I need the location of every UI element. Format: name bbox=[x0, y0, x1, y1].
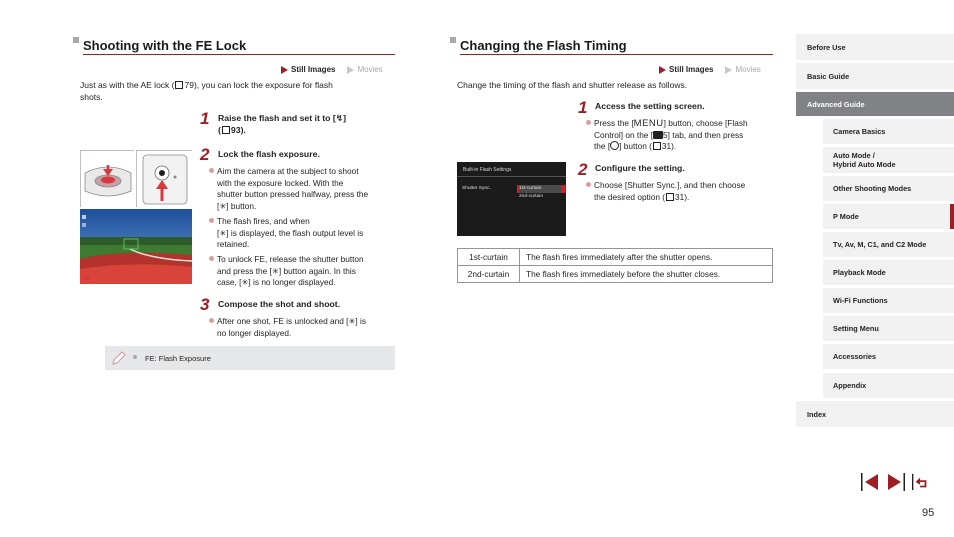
table-cell-desc: The flash fires immediately before the shutter closes. bbox=[520, 266, 773, 283]
table-row bbox=[458, 249, 773, 266]
nav-tv-av-m-mode[interactable]: Tv, Av, M, C1, and C2 Mode bbox=[823, 232, 954, 257]
nav-accessories[interactable]: Accessories bbox=[823, 344, 954, 369]
current-section-marker bbox=[950, 204, 954, 229]
step-2-title-right: Configure the setting. bbox=[595, 163, 685, 173]
back-button[interactable] bbox=[912, 473, 930, 491]
section-rule bbox=[460, 54, 773, 55]
movies-icon bbox=[725, 66, 732, 74]
nav-basic-guide[interactable]: Basic Guide bbox=[796, 63, 954, 89]
selection-marker bbox=[561, 185, 565, 193]
movies-tag: Movies bbox=[357, 65, 383, 74]
step-2-bullets-right: Choose [Shutter Sync.], and then choose the desired option ( 31). bbox=[586, 180, 776, 203]
table-cell-desc: The flash fires immediately after the shutter opens. bbox=[520, 249, 773, 266]
nav-appendix[interactable]: Appendix bbox=[823, 373, 954, 398]
nav-auto-mode-line2: Hybrid Auto Mode bbox=[833, 160, 896, 169]
step-2-number-left: 2 bbox=[200, 145, 210, 164]
book-ref-icon bbox=[666, 193, 674, 201]
option-2nd-curtain: 2nd-curtain bbox=[519, 194, 543, 199]
still-images-icon bbox=[659, 66, 666, 74]
mode-tags-right bbox=[659, 65, 761, 74]
nav-camera-basics[interactable]: Camera Basics bbox=[823, 119, 954, 144]
nav-auto-mode[interactable] bbox=[823, 147, 954, 173]
step-3-number-left: 3 bbox=[200, 295, 210, 314]
return-icon bbox=[912, 473, 930, 491]
screen-header: Built-in Flash Settings bbox=[463, 167, 512, 173]
section-marker bbox=[73, 37, 79, 43]
book-ref-icon bbox=[222, 126, 230, 134]
nav-before-use[interactable]: Before Use bbox=[796, 34, 954, 60]
nav-setting-menu[interactable]: Setting Menu bbox=[823, 316, 954, 341]
section-rule bbox=[83, 54, 395, 55]
mode-tags-left bbox=[281, 65, 383, 74]
shutter-sync-label: Shutter Sync. bbox=[462, 186, 491, 191]
next-page-button[interactable] bbox=[887, 473, 905, 491]
flash-on-icon: ↯ bbox=[335, 113, 344, 123]
book-ref-icon bbox=[653, 142, 661, 150]
step-1-title-left: Raise the flash and set it to [↯] ( 93). bbox=[218, 113, 346, 135]
flower-field-photo bbox=[80, 209, 192, 284]
intro-text-right: Change the timing of the flash and shutter release as follows. bbox=[457, 80, 688, 90]
menu-button-icon: MENU bbox=[633, 118, 664, 129]
still-images-tag: Still Images bbox=[669, 65, 714, 74]
book-ref-icon bbox=[175, 81, 183, 89]
nav-index[interactable]: Index bbox=[796, 401, 954, 427]
section-title-fe-lock: Shooting with the FE Lock bbox=[83, 38, 247, 53]
step-3-bullets-left: After one shot, FE is unlocked and [✳] is no longer displayed. bbox=[209, 316, 399, 339]
fe-lock-icon: ✳ bbox=[219, 201, 227, 212]
pencil-icon bbox=[110, 349, 128, 367]
previous-page-icon bbox=[861, 473, 879, 491]
fe-lock-icon: ✳ bbox=[348, 316, 356, 326]
nav-other-shooting-modes[interactable]: Other Shooting Modes bbox=[823, 176, 954, 201]
still-images-icon bbox=[281, 66, 288, 74]
section-marker bbox=[450, 37, 456, 43]
table-cell-key: 2nd-curtain bbox=[458, 266, 520, 283]
nav-wifi-functions[interactable]: Wi-Fi Functions bbox=[823, 288, 954, 313]
step-2-bullets-left: Aim the camera at the subject to shoot with the exposure locked. With the shutter button pressed halfway, press the [✳] button. The flash fires, and when [✳] is displayed, the flash output level is retained. To unlock FE, release the shutter button and press the [✳] button again. In this case, [✳] is no longer displayed. bbox=[209, 166, 399, 289]
nav-auto-mode-line1: Auto Mode / bbox=[833, 151, 875, 160]
option-1st-curtain: 1st-curtain bbox=[519, 186, 542, 191]
nav-advanced-guide[interactable]: Advanced Guide bbox=[796, 92, 954, 116]
note-text: FE: Flash Exposure bbox=[145, 354, 211, 363]
step-1-number-left: 1 bbox=[200, 109, 210, 128]
still-images-tag: Still Images bbox=[291, 65, 336, 74]
step-1-bullets-right: Press the [MENU] button, choose [Flash Control] on the [ 5] tab, and then press the [ ] button ( 31). bbox=[586, 118, 776, 153]
flash-settings-screen bbox=[457, 162, 566, 236]
intro-text-left: Just as with the AE lock ( 79), you can lock the exposure for flash shots. bbox=[80, 80, 333, 102]
step-1-title-right: Access the setting screen. bbox=[595, 101, 705, 111]
table-cell-key: 1st-curtain bbox=[458, 249, 520, 266]
step-3-title-left: Compose the shot and shoot. bbox=[218, 299, 341, 309]
next-page-icon bbox=[887, 473, 905, 491]
step-2-title-left: Lock the flash exposure. bbox=[218, 149, 320, 159]
fe-lock-icon: ✳ bbox=[271, 265, 279, 276]
previous-page-button[interactable] bbox=[861, 473, 879, 491]
sync-options-table bbox=[457, 248, 773, 283]
note-bullet bbox=[133, 355, 137, 359]
movies-tag: Movies bbox=[735, 65, 761, 74]
step-2-number-right: 2 bbox=[578, 160, 588, 179]
note-box bbox=[105, 346, 395, 370]
shooting-tab-icon bbox=[653, 131, 663, 139]
nav-playback-mode[interactable]: Playback Mode bbox=[823, 260, 954, 285]
step-1-number-right: 1 bbox=[578, 98, 588, 117]
fe-lock-icon: ✳ bbox=[219, 227, 227, 238]
movies-icon bbox=[347, 66, 354, 74]
page-number: 95 bbox=[922, 507, 935, 519]
screen-divider bbox=[457, 176, 566, 177]
section-title-flash-timing: Changing the Flash Timing bbox=[460, 38, 627, 53]
camera-top-illustration bbox=[80, 150, 134, 207]
fe-lock-icon: ✳ bbox=[241, 277, 249, 288]
nav-p-mode[interactable]: P Mode bbox=[823, 204, 950, 229]
table-row bbox=[458, 266, 773, 283]
camera-back-illustration bbox=[136, 150, 192, 207]
func-set-button-icon bbox=[610, 141, 619, 150]
